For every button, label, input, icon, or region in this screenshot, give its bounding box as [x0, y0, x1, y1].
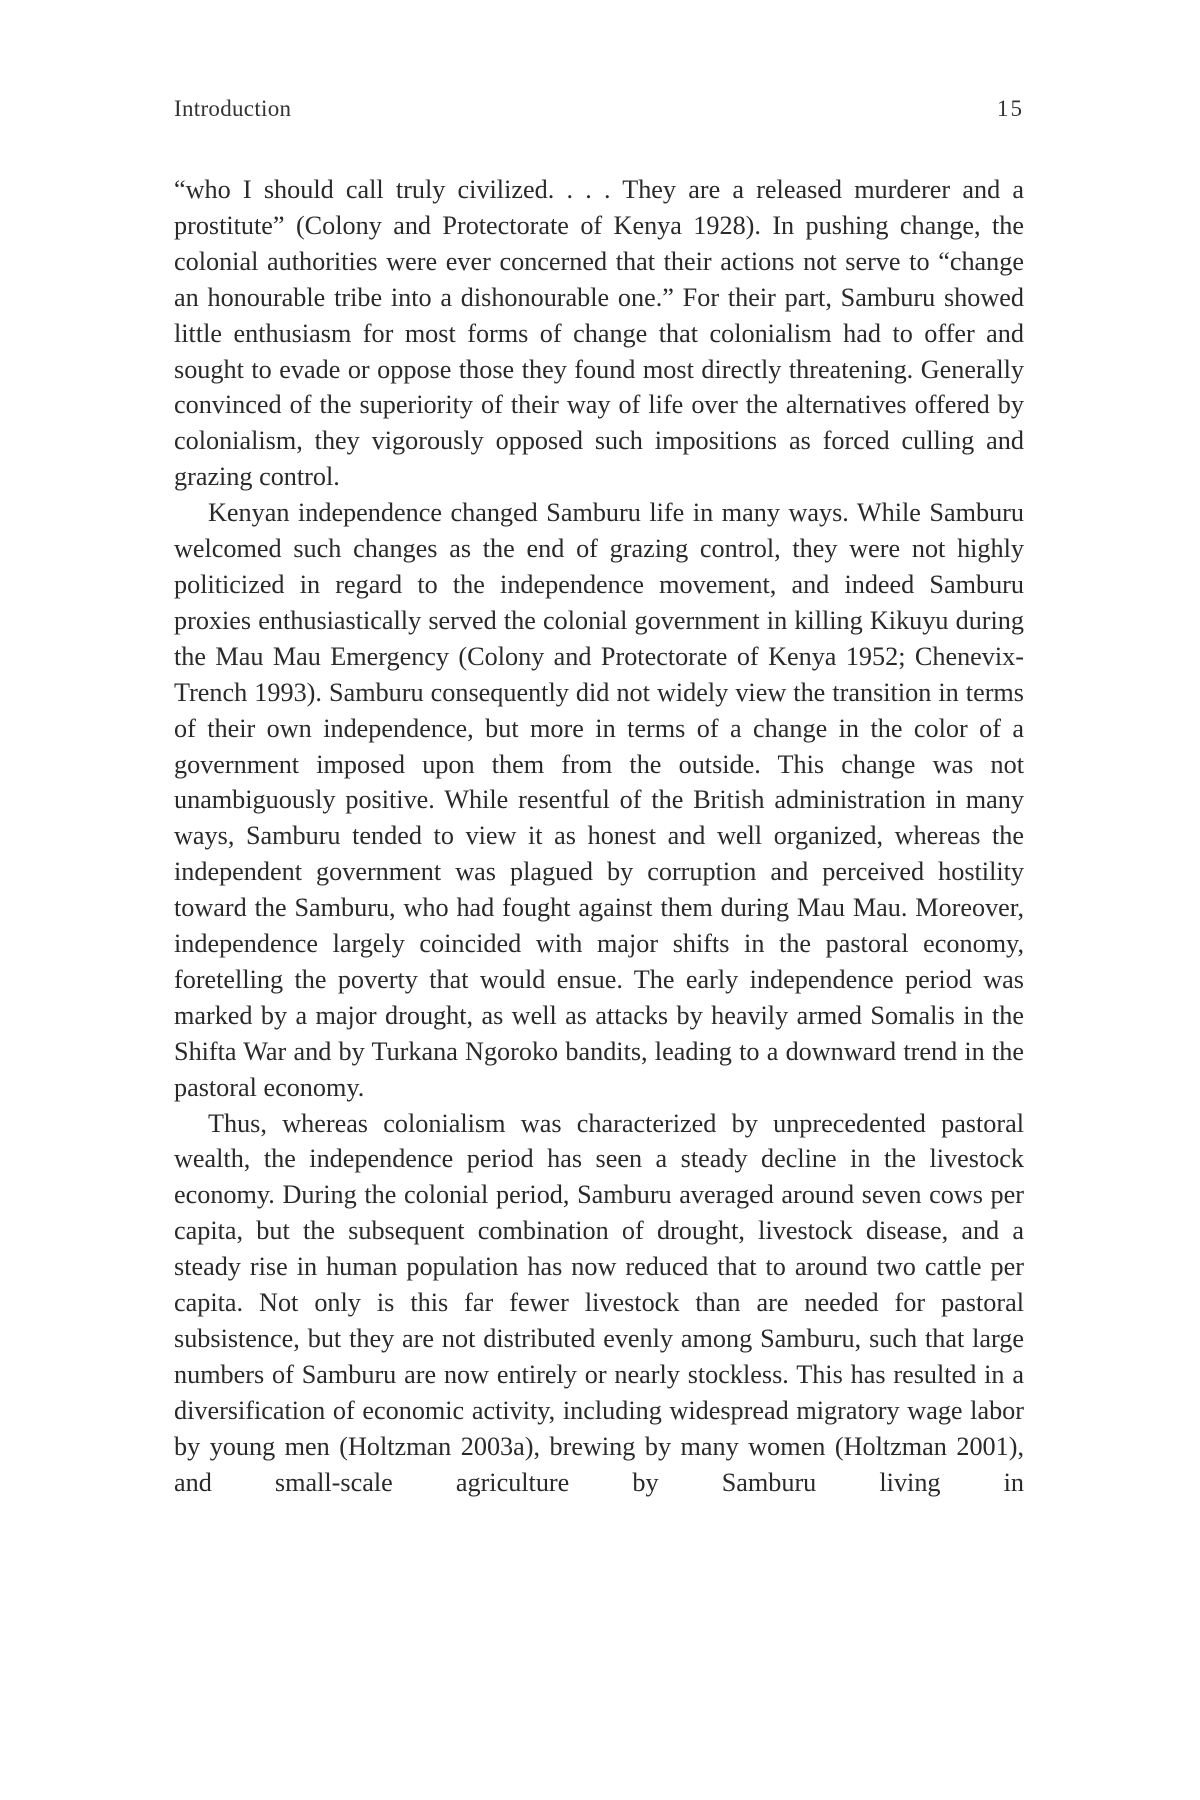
running-head-title: Introduction [174, 96, 292, 121]
body-text [174, 172, 1024, 1501]
paragraph-3: Thus, whereas colonialism was characterized by unprecedented pastoral wealth, the independence period has seen a steady decline in the livestock economy. During the colonial period, Samburu averaged around seven cows per capita, but the subsequent combination of drought, livestock disease, and a steady rise in human population has now reduced that to around two cattle per capita. Not only is this far fewer livestock than are needed for pastoral subsistence, but they are not distributed evenly among Samburu, such that large numbers of Samburu are now entirely or nearly stockless. This has resulted in a diversification of economic activity, including widespread migratory wage labor by young men (Holtzman 2003a), brewing by many women (Holtzman 2001), and small-scale agriculture by Samburu living in [174, 1108, 1024, 1497]
page-number: 15 [997, 96, 1024, 121]
paragraph-1: “who I should call truly civilized. . . . They are a released murderer and a prostitute” (Colony and Protectorate of Kenya 1928). In pushing change, the colonial authorities were ever concerned that their actions not serve to “change an honourable tribe into a dishonourable one.” For their part, Samburu showed little enthusiasm for most forms of change that colonialism had to offer and sought to evade or oppose those they found most directly threatening. Generally convinced of the superiority of their way of life over the alternatives offered by colonialism, they vigorously opposed such impositions as forced culling and grazing control. [174, 175, 1024, 492]
paragraph-2: Kenyan independence changed Samburu life in many ways. While Samburu welcomed such changes as the end of grazing control, they were not highly politicized in regard to the independence movement, and indeed Samburu proxies enthusiastically served the colonial government in killing Kikuyu during the Mau Mau Emergency (Colony and Protectorate of Kenya 1952; Chenevix-Trench 1993). Samburu consequently did not widely view the transition in terms of their own independence, but more in terms of a change in the color of a government imposed upon them from the outside. This change was not unambiguously positive. While resentful of the British administration in many ways, Samburu tended to view it as honest and well organized, whereas the independent government was plagued by corruption and perceived hostility toward the Samburu, who had fought against them during Mau Mau. Moreover, independence largely coincided with major shifts in the pastoral economy, foretelling the poverty that would ensue. The early independence period was marked by a major drought, as well as attacks by heavily armed Somalis in the Shifta War and by Turkana Ngoroko bandits, leading to a downward trend in the pastoral economy. [174, 498, 1024, 1102]
running-head [174, 96, 1024, 122]
